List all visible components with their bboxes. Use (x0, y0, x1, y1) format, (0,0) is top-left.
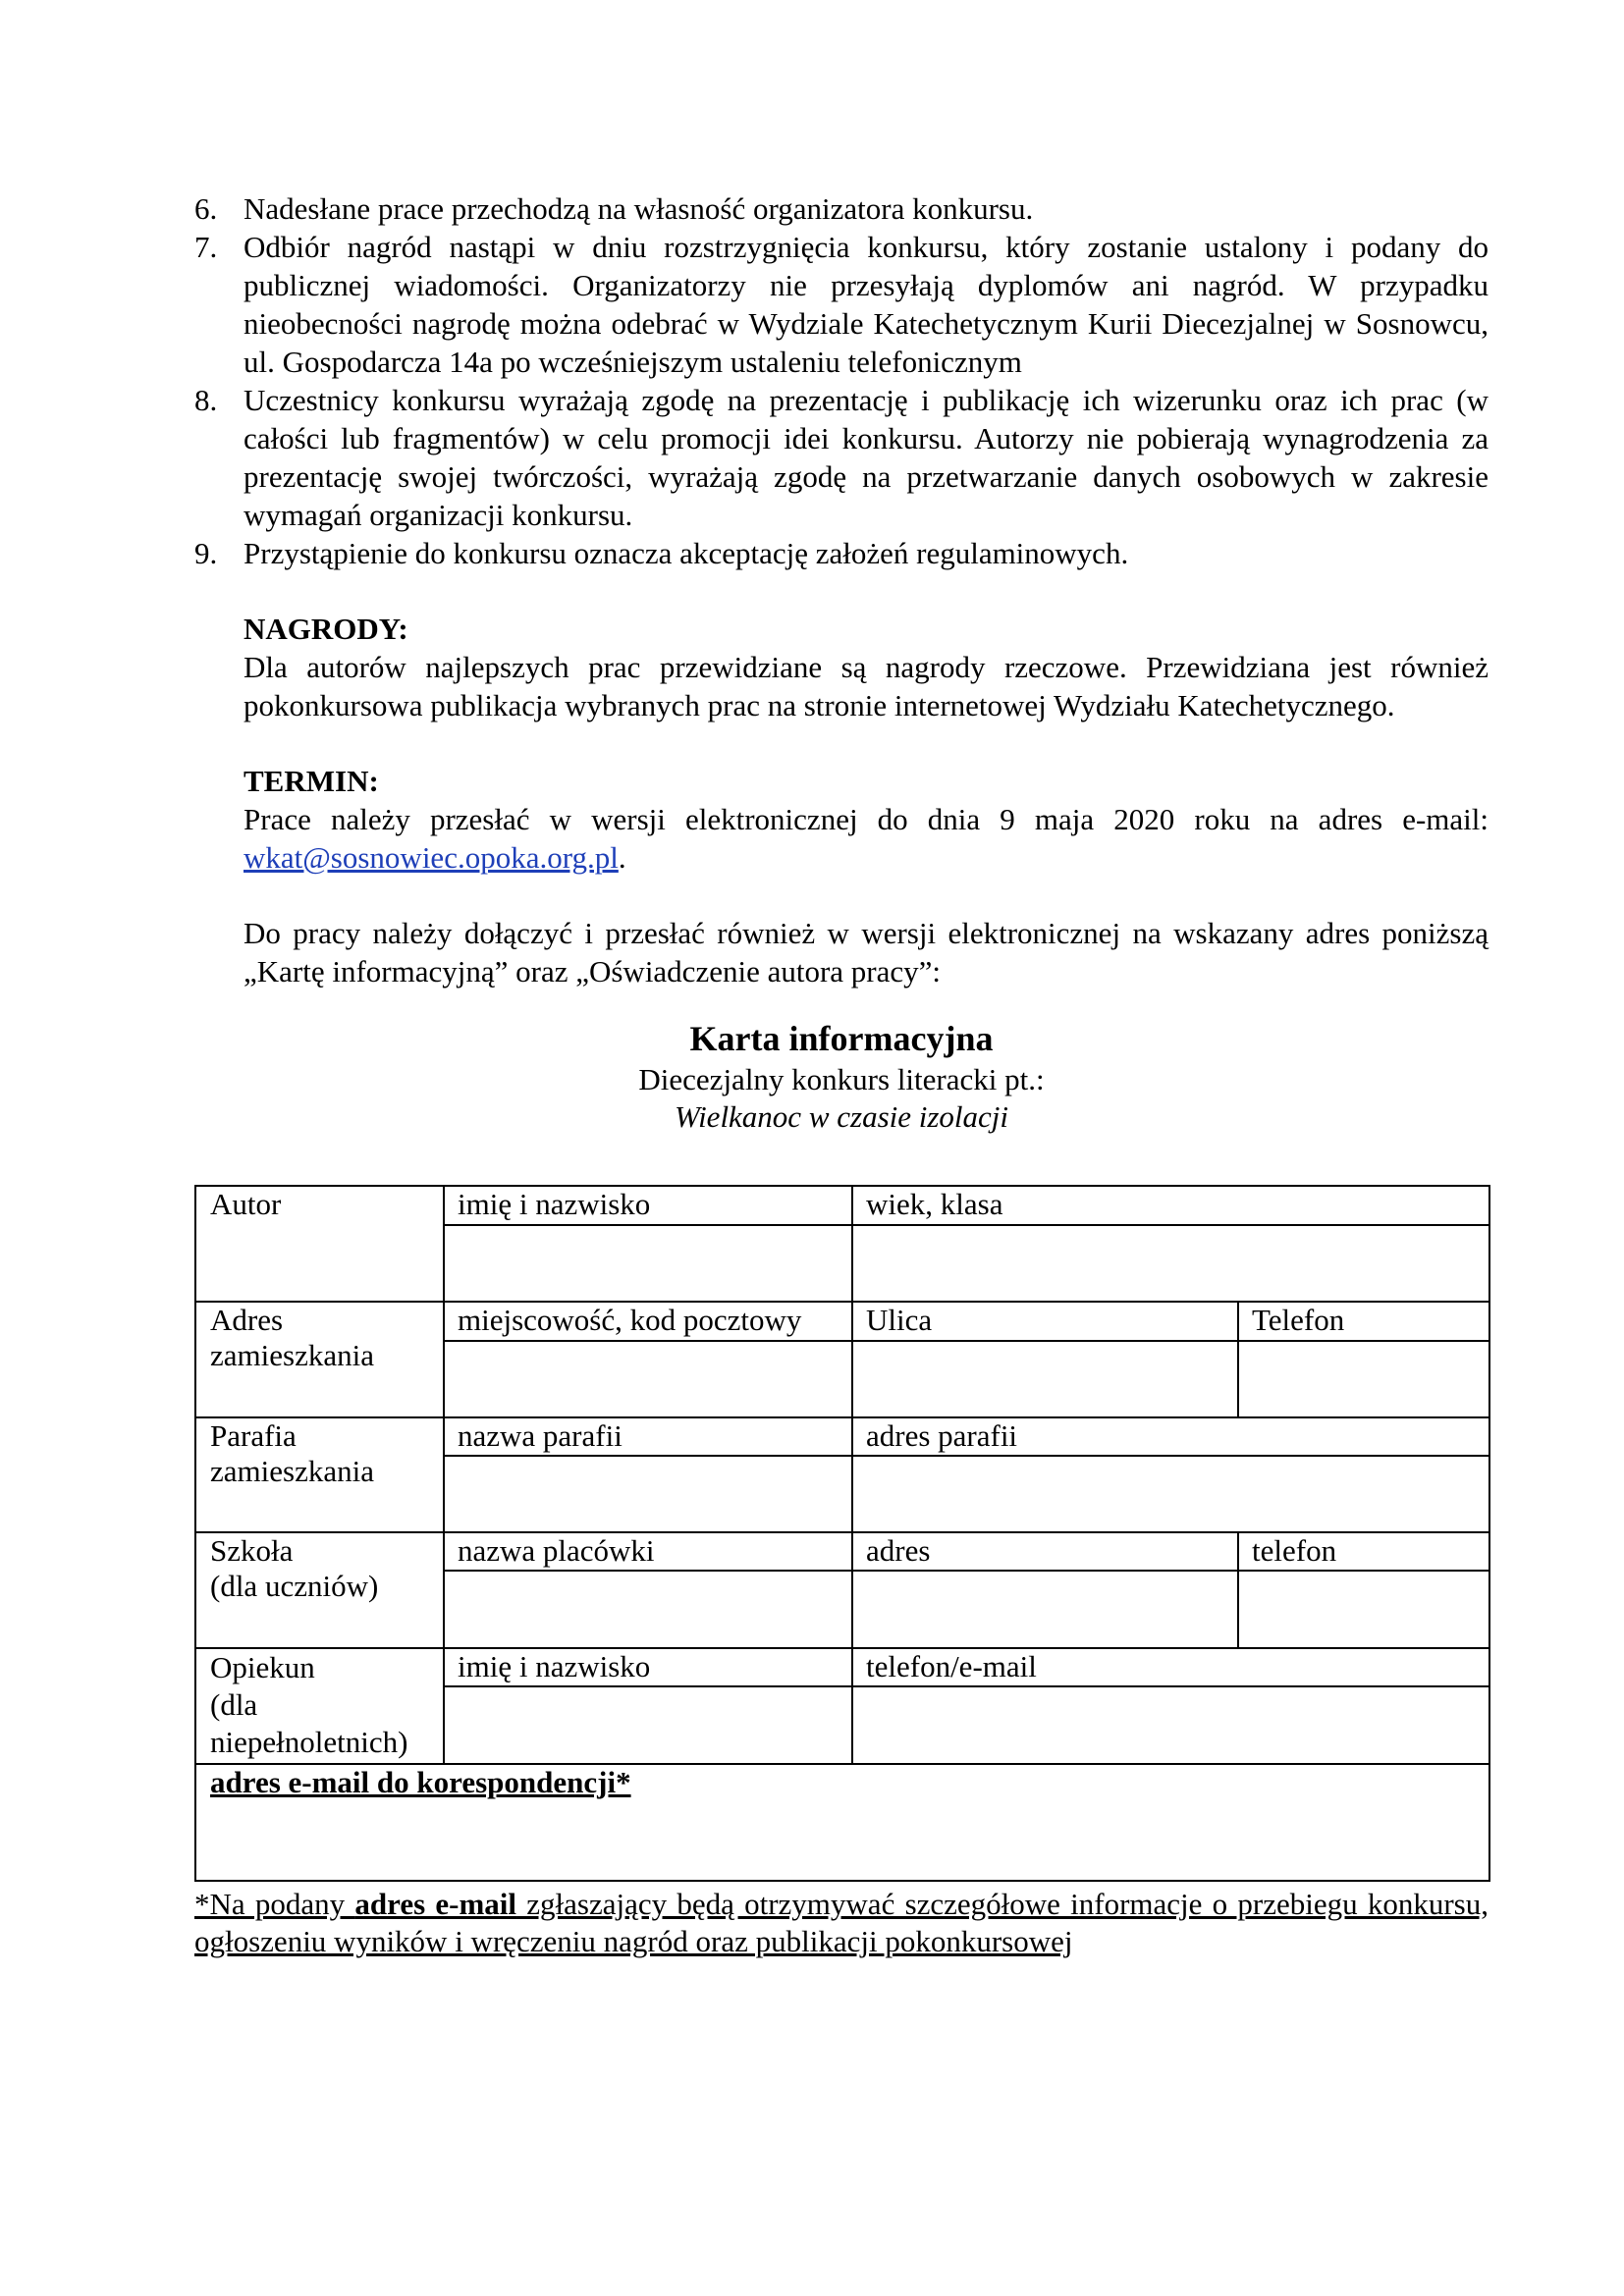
correspondence-email-label: adres e-mail do korespondencji* (210, 1765, 631, 1799)
guardian-contact-label: telefon/e-mail (866, 1649, 1037, 1683)
table-rule (443, 1187, 445, 1763)
document-page (194, 189, 1489, 1958)
deadline-heading: TERMIN: (244, 764, 379, 798)
school-label (210, 1533, 378, 1604)
table-rule (196, 1416, 1490, 1418)
rule-item (194, 534, 1489, 572)
rule-text: Uczestnicy konkursu wyrażają zgodę na prezentację i publikację ich wizerunku oraz ich prac (w całości lub fragmentów) w celu promocji idei konkursu. Autorzy nie pobierają wynagrodzenia za prezentację swojej twórczości, wyrażają zgodę na przetwarzanie danych osobowych w zakresie wymagań organizacji konkursu. (244, 383, 1489, 532)
guardian-name-label: imię i nazwisko (458, 1649, 651, 1683)
rule-number: 7. (194, 230, 218, 264)
rule-item (194, 189, 1489, 228)
table-rule (1237, 1301, 1239, 1416)
address-label-line: Adres (210, 1303, 284, 1337)
parish-label-line: Parafia (210, 1418, 297, 1453)
rule-item (194, 381, 1489, 534)
guardian-label-line: Opiekun (210, 1650, 315, 1684)
locality-label: miejscowość, kod pocztowy (458, 1303, 802, 1337)
address-label-line: zamieszkania (210, 1338, 374, 1372)
rule-number: 6. (194, 191, 218, 226)
guardian-label-line: (dla (210, 1687, 258, 1722)
parish-name-field[interactable] (446, 1457, 850, 1530)
phone-label: Telefon (1252, 1303, 1345, 1337)
rules-list (194, 189, 1489, 572)
deadline-text (244, 800, 1489, 877)
correspondence-email-field[interactable] (198, 1803, 1487, 1880)
contact-email-link[interactable]: wkat@sosnowiec.opoka.org.pl (244, 840, 619, 875)
school-name-field[interactable] (446, 1572, 850, 1646)
street-label: Ulica (866, 1303, 933, 1337)
rule-text: Przystąpienie do konkursu oznacza akceptację założeń regulaminowych. (244, 536, 1129, 570)
rule-number: 8. (194, 383, 218, 417)
prizes-text: Dla autorów najlepszych prac przewidziane są nagrody rzeczowe. Przewidziana jest również pokonkursowa publikacja wybranych prac na stronie internetowej Wydziału Katechetycznego. (244, 650, 1489, 722)
contest-name: Wielkanoc w czasie izolacji (674, 1099, 1009, 1134)
school-label-line: (dla uczniów) (210, 1569, 379, 1603)
attachment-section (244, 914, 1489, 990)
information-form-table (194, 1185, 1490, 1882)
prizes-heading: NAGRODY: (244, 612, 408, 646)
rule-item (194, 228, 1489, 381)
footnote-text: *Na podany (194, 1887, 355, 1921)
parish-label (210, 1418, 374, 1489)
school-phone-field[interactable] (1240, 1572, 1489, 1646)
author-age-class-label: wiek, klasa (866, 1187, 1003, 1221)
card-subtitle: Diecezjalny konkurs literacki pt.: (638, 1062, 1045, 1096)
footnote-bold-text: adres e-mail (354, 1887, 517, 1921)
parish-label-line: zamieszkania (210, 1454, 374, 1488)
school-phone-label: telefon (1252, 1533, 1337, 1568)
author-age-class-field[interactable] (854, 1226, 1489, 1300)
guardian-label-line: niepełnoletnich) (210, 1725, 408, 1759)
street-field[interactable] (854, 1342, 1236, 1415)
school-address-label: adres (866, 1533, 931, 1568)
school-label-line: Szkoła (210, 1533, 294, 1568)
author-name-field[interactable] (446, 1226, 850, 1300)
school-name-label: nazwa placówki (458, 1533, 655, 1568)
footnote-text: zgłaszający będą otrzymywać szczegółowe informacje o przebiegu konkursu, ogłoszeniu wyników i wręczeniu nagród oraz publikacji pokonkursowej (194, 1887, 1489, 1958)
deadline-period: . (618, 840, 626, 875)
locality-field[interactable] (446, 1342, 850, 1415)
attachment-text: Do pracy należy dołączyć i przesłać również w wersji elektronicznej na wskazany adres poniższą „Kartę informacyjną” oraz „Oświadczenie autora pracy”: (244, 916, 1489, 988)
school-address-field[interactable] (854, 1572, 1236, 1646)
table-rule (851, 1187, 853, 1763)
parish-address-field[interactable] (854, 1457, 1489, 1530)
rule-number: 9. (194, 536, 218, 570)
guardian-contact-field[interactable] (854, 1687, 1489, 1762)
guardian-name-field[interactable] (446, 1687, 850, 1762)
author-label: Autor (210, 1187, 282, 1221)
deadline-section (244, 762, 1489, 877)
deadline-body: Prace należy przesłać w wersji elektronicznej do dnia 9 maja 2020 roku na adres e-mail: (244, 802, 1489, 836)
rule-text: Odbiór nagród nastąpi w dniu rozstrzygnięcia konkursu, który zostanie ustalony i podany do publicznej wiadomości. Organizatorzy nie przesyłają dyplomów ani nagród. W przypadku nieobecności nagrodę można odebrać w Wydziale Katechetycznym Kurii Diecezjalnej w Sosnowcu, ul. Gospodarcza 14a po wcześniejszym ustaleniu telefonicznym (244, 230, 1489, 379)
address-label (210, 1303, 374, 1373)
parish-name-label: nazwa parafii (458, 1418, 623, 1453)
email-footnote (194, 1886, 1489, 1960)
card-header (194, 1016, 1489, 1136)
parish-address-label: adres parafii (866, 1418, 1018, 1453)
rule-text: Nadesłane prace przechodzą na własność organizatora konkursu. (244, 191, 1034, 226)
table-rule (1237, 1531, 1239, 1647)
guardian-label (210, 1649, 407, 1761)
author-name-label: imię i nazwisko (458, 1187, 651, 1221)
phone-field[interactable] (1240, 1342, 1489, 1415)
card-title: Karta informacyjna (689, 1019, 994, 1058)
prizes-section (244, 610, 1489, 724)
